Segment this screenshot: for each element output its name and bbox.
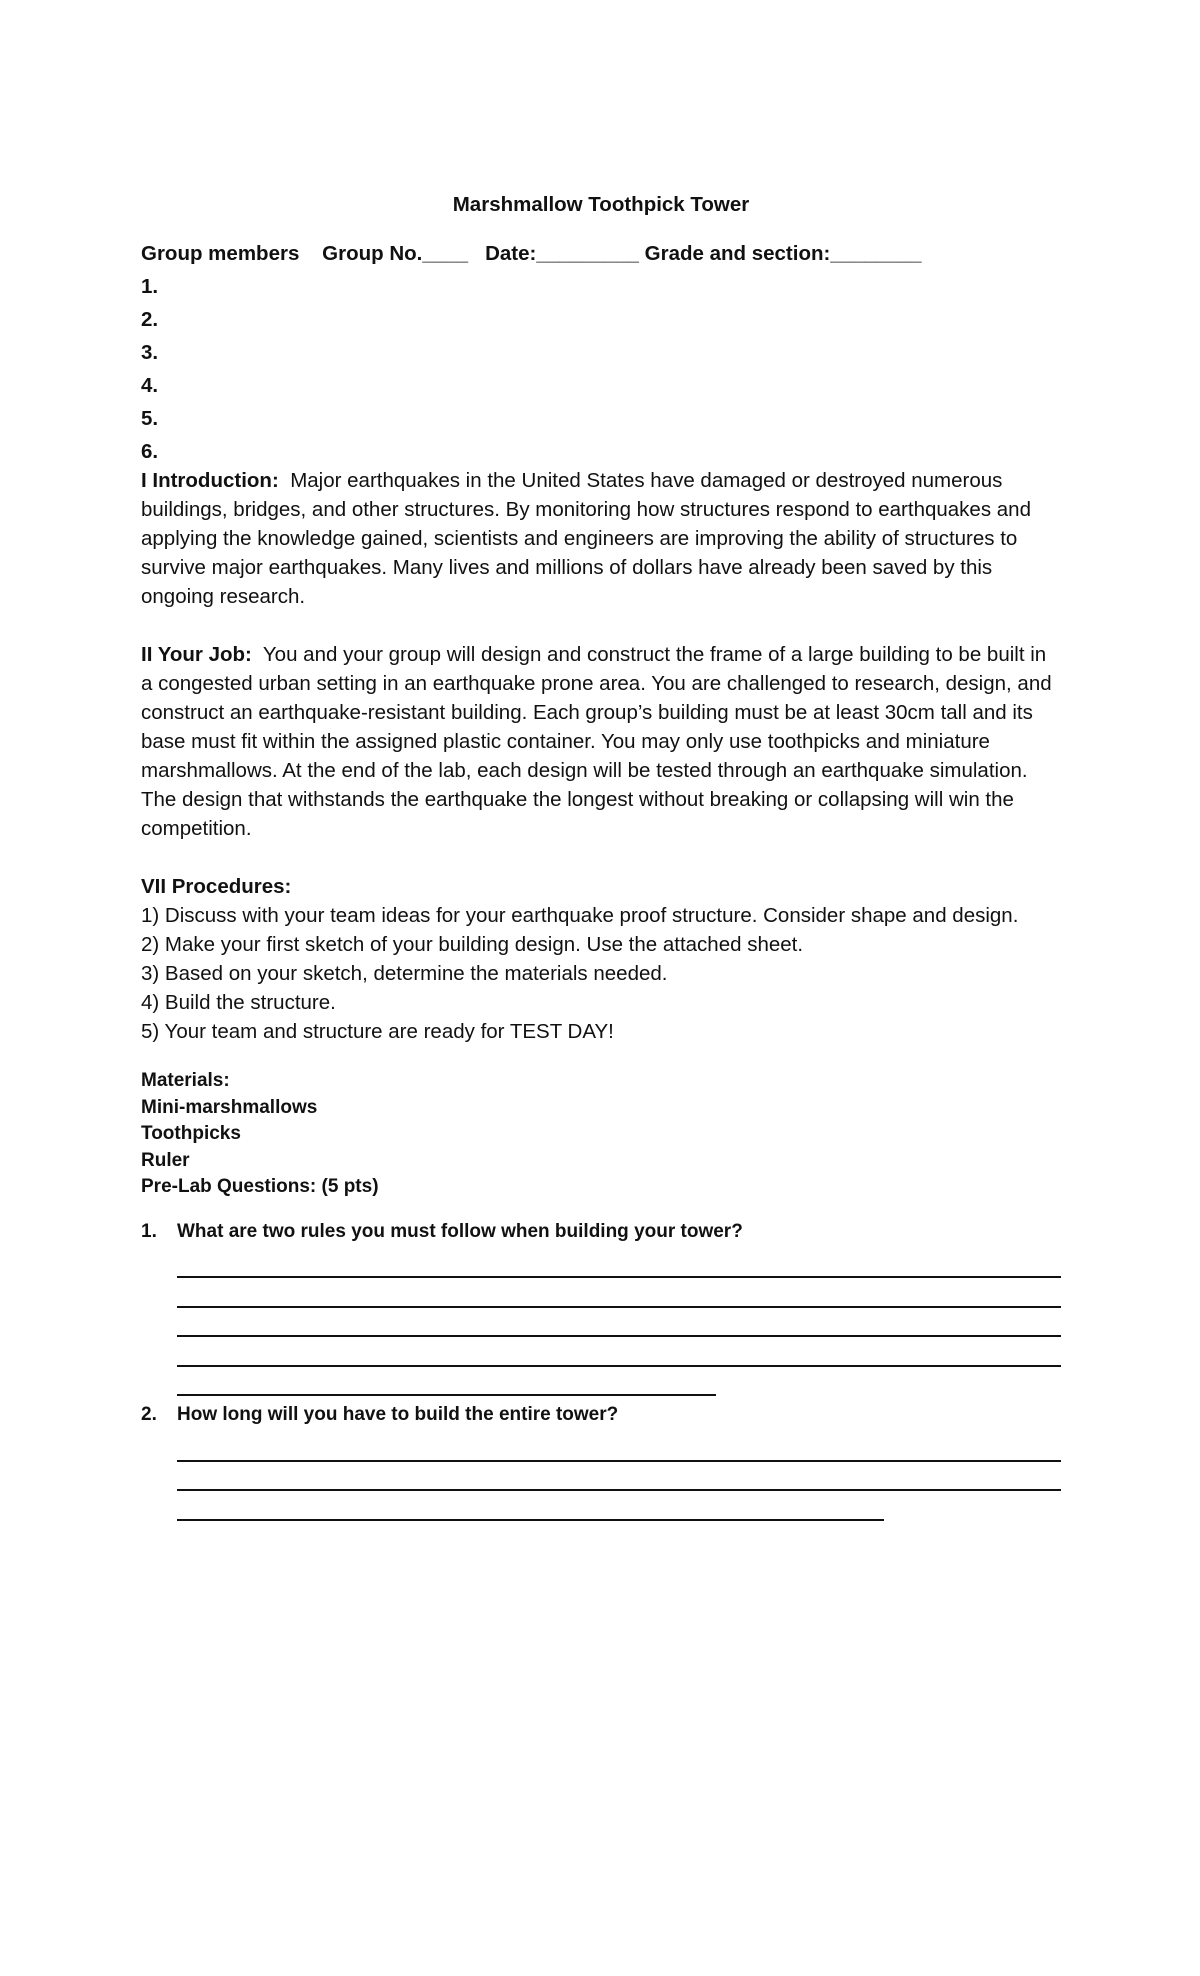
material-item: Ruler	[141, 1149, 190, 1171]
your-job-section	[141, 640, 1061, 843]
member-number: 6.	[141, 440, 159, 463]
answer-line[interactable]	[177, 1462, 1061, 1492]
procedure-item: 4) Build the structure.	[141, 991, 336, 1014]
answer-lines-2[interactable]	[177, 1432, 1061, 1521]
answer-line[interactable]	[177, 1432, 1061, 1462]
question-number: 1.	[141, 1220, 157, 1242]
date-field: Date:_________	[485, 242, 639, 265]
member-number: 3.	[141, 341, 159, 364]
grade-section-field: Grade and section:________	[644, 242, 922, 265]
member-number-list	[141, 272, 1061, 466]
procedure-item: 3) Based on your sketch, determine the materials needed.	[141, 962, 668, 985]
answer-line[interactable]	[177, 1337, 1061, 1367]
introduction-heading: I Introduction:	[141, 469, 279, 492]
your-job-heading: II Your Job:	[141, 643, 252, 666]
answer-lines-1[interactable]	[177, 1249, 1061, 1397]
member-number: 5.	[141, 407, 159, 430]
member-number: 1.	[141, 275, 159, 298]
answer-line[interactable]	[177, 1367, 716, 1397]
prelab-question-1	[141, 1219, 1061, 1245]
materials-heading: Materials:	[141, 1070, 230, 1091]
procedure-item: 1) Discuss with your team ideas for your earthquake proof structure. Consider shape and design.	[141, 904, 1019, 927]
your-job-text: You and your group will design and construct the frame of a large building to be built in a congested urban setting in an earthquake prone area. You are challenged to research, design, and construct an earthquake-resistant building. Each group’s building must be at least 30cm tall and its base must fit within the assigned plastic container. You may only use toothpicks and miniature marshmallows. At the end of the lab, each design will be tested through an earthquake simulation. The design that withstands the earthquake the longest without breaking or collapsing will win the competition.	[141, 643, 1052, 840]
prelab-question-2	[141, 1402, 1061, 1428]
prelab-questions-heading: Pre-Lab Questions: (5 pts)	[141, 1176, 379, 1197]
question-number: 2.	[141, 1404, 157, 1425]
material-item: Mini-marshmallows	[141, 1096, 318, 1118]
material-item: Toothpicks	[141, 1123, 241, 1144]
document-content	[141, 190, 1061, 1521]
group-members-label: Group members	[141, 242, 300, 265]
introduction-text: Major earthquakes in the United States have damaged or destroyed numerous buildings, bridges, and other structures. By monitoring how structures respond to earthquakes and applying the knowledge gained, scientists and engineers are improving the ability of structures to survive major earthquakes. Many lives and millions of dollars have already been saved by this ongoing research.	[141, 469, 1031, 608]
document-title: Marshmallow Toothpick Tower	[452, 193, 750, 216]
procedure-item: 5) Your team and structure are ready for TEST DAY!	[141, 1020, 614, 1043]
member-number: 2.	[141, 308, 159, 331]
group-no-field: Group No.____	[322, 242, 468, 265]
answer-line[interactable]	[177, 1308, 1061, 1338]
procedures-heading: VII Procedures:	[141, 875, 292, 898]
member-number: 4.	[141, 374, 159, 397]
procedure-item: 2) Make your first sketch of your building design. Use the attached sheet.	[141, 933, 804, 956]
answer-line[interactable]	[177, 1278, 1061, 1308]
materials-section	[141, 1068, 1061, 1201]
introduction-section	[141, 466, 1061, 611]
procedures-section	[141, 872, 1061, 1046]
question-text: What are two rules you must follow when building your tower?	[177, 1220, 743, 1242]
question-text: How long will you have to build the entire tower?	[177, 1404, 619, 1425]
answer-line[interactable]	[177, 1249, 1061, 1279]
answer-line[interactable]	[177, 1491, 884, 1521]
group-info-header	[141, 239, 1061, 268]
